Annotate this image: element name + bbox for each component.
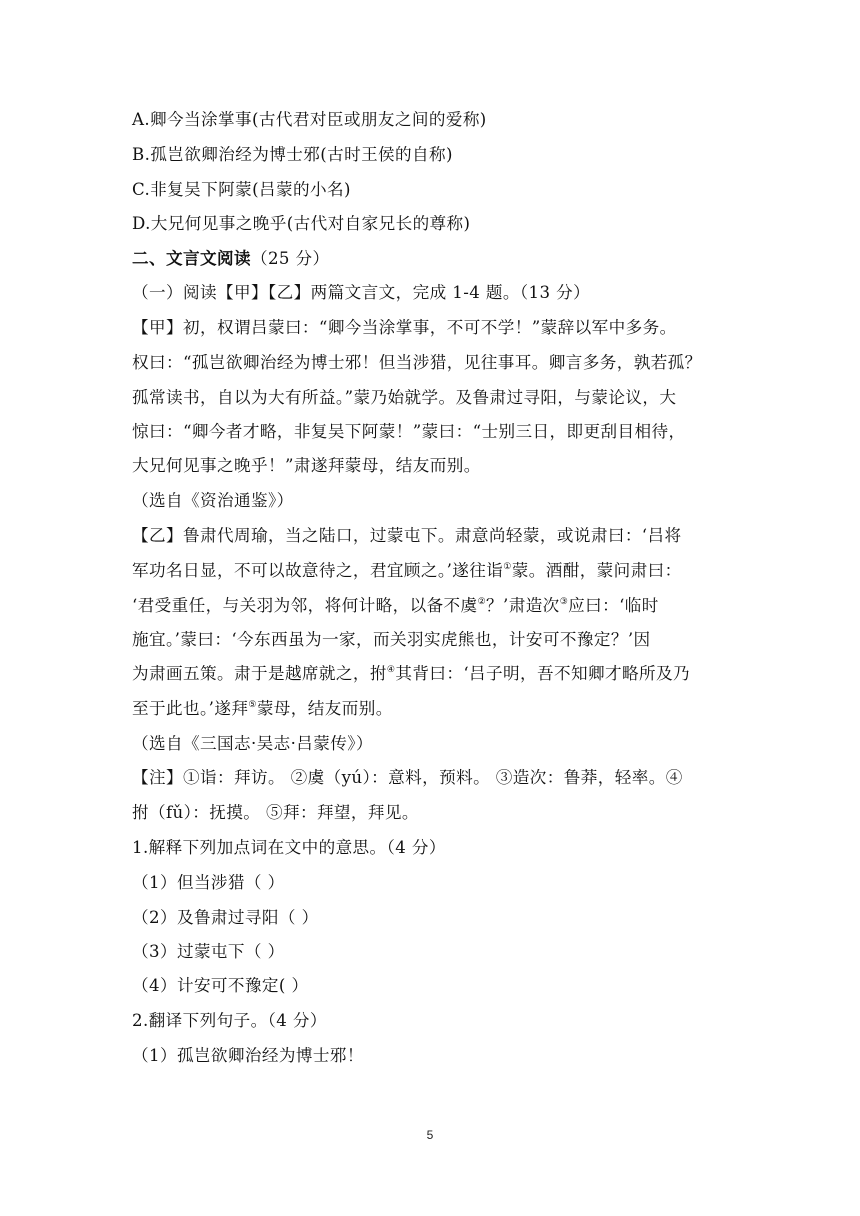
yi-line-2: 军功名日显，不可以故意待之，君宜顾之。’遂往诣①蒙。酒酣，蒙问肃曰： — [132, 561, 682, 580]
jia-source: （选自《资治通鉴》） — [132, 491, 294, 510]
question-2-item-1: （1）孤岂欲卿治经为博士邪！ — [132, 1046, 364, 1065]
footnote-mark-1: ① — [503, 562, 512, 572]
yi-source: （选自《三国志·吴志·吕蒙传》） — [132, 734, 373, 753]
question-2-title: 2.翻译下列句子。（4 分） — [132, 1011, 327, 1030]
footnote-mark-4: ④ — [386, 665, 396, 675]
yi-line-4: 施宜。’蒙曰：‘今东西虽为一家，而关羽实虎熊也，计安可不豫定？’因 — [132, 630, 651, 649]
question-1-item-3: （3）过蒙屯下（ ） — [132, 942, 285, 961]
option-a: A.卿今当涂掌事(古代君对臣或朋友之间的爱称) — [132, 110, 487, 129]
jia-line-4: 惊曰：“卿今者才略，非复吴下阿蒙！”蒙曰：“士别三日，即更刮目相待， — [132, 422, 686, 441]
section-points: （25 分） — [250, 249, 330, 268]
footnote-mark-5: ⑤ — [248, 700, 257, 710]
jia-line-5: 大兄何见事之晚乎！”肃遂拜蒙母，结友而别。 — [132, 456, 481, 475]
page-number: 5 — [426, 1128, 434, 1142]
section-heading — [132, 248, 760, 269]
jia-line-1: 【甲】初，权谓吕蒙曰：“卿今当涂掌事，不可不学！”蒙辞以军中多务。 — [132, 318, 677, 337]
option-b: B.孤岂欲卿治经为博士邪(古时王侯的自称) — [132, 145, 453, 164]
yi-line-1: 【乙】鲁肃代周瑜，当之陆口，过蒙屯下。肃意尚轻蒙，或说肃曰：‘吕将 — [132, 526, 682, 545]
footnote-mark-2: ② — [477, 597, 487, 607]
part-intro: （一）阅读【甲】【乙】两篇文言文，完成 1-4 题。（13 分） — [132, 283, 591, 302]
question-1-title: 1.解释下列加点词在文中的意思。（4 分） — [132, 838, 446, 857]
yi-line-5: 为肃画五策。肃于是越席就之，拊④其背曰：‘吕子明，吾不知卿才略所及乃 — [132, 664, 690, 683]
section-title: 二、文言文阅读 — [132, 248, 251, 268]
jia-line-3: 孤常读书，自以为大有所益。”蒙乃始就学。及鲁肃过寻阳，与蒙论议，大 — [132, 388, 677, 407]
yi-line-3: ‘君受重任，与关羽为邻，将何计略，以备不虞②？’肃造次③应曰：‘临时 — [132, 596, 659, 615]
jia-line-2: 权曰：“孤岂欲卿治经为博士邪！但当涉猎，见往事耳。卿言多务，孰若孤？ — [132, 353, 702, 372]
yi-line-6: 至于此也。’遂拜⑤蒙母，结友而别。 — [132, 699, 393, 718]
notes-line-1: 【注】①诣：拜访。 ②虞（yú）：意料，预料。 ③造次：鲁莽，轻率。④ — [132, 768, 683, 787]
notes-line-2: 拊（fǔ）：抚摸。 ⑤拜：拜望，拜见。 — [132, 803, 419, 822]
question-1-item-2: （2）及鲁肃过寻阳（ ） — [132, 908, 319, 927]
option-d: D.大兄何见事之晚乎(古代对自家兄长的尊称) — [132, 214, 471, 233]
question-1-item-4: （4）计安可不豫定( ） — [132, 976, 309, 995]
footnote-mark-3: ③ — [559, 597, 569, 607]
option-c: C.非复吴下阿蒙(吕蒙的小名) — [132, 180, 351, 199]
question-1-item-1: （1）但当涉猎（ ） — [132, 873, 285, 892]
